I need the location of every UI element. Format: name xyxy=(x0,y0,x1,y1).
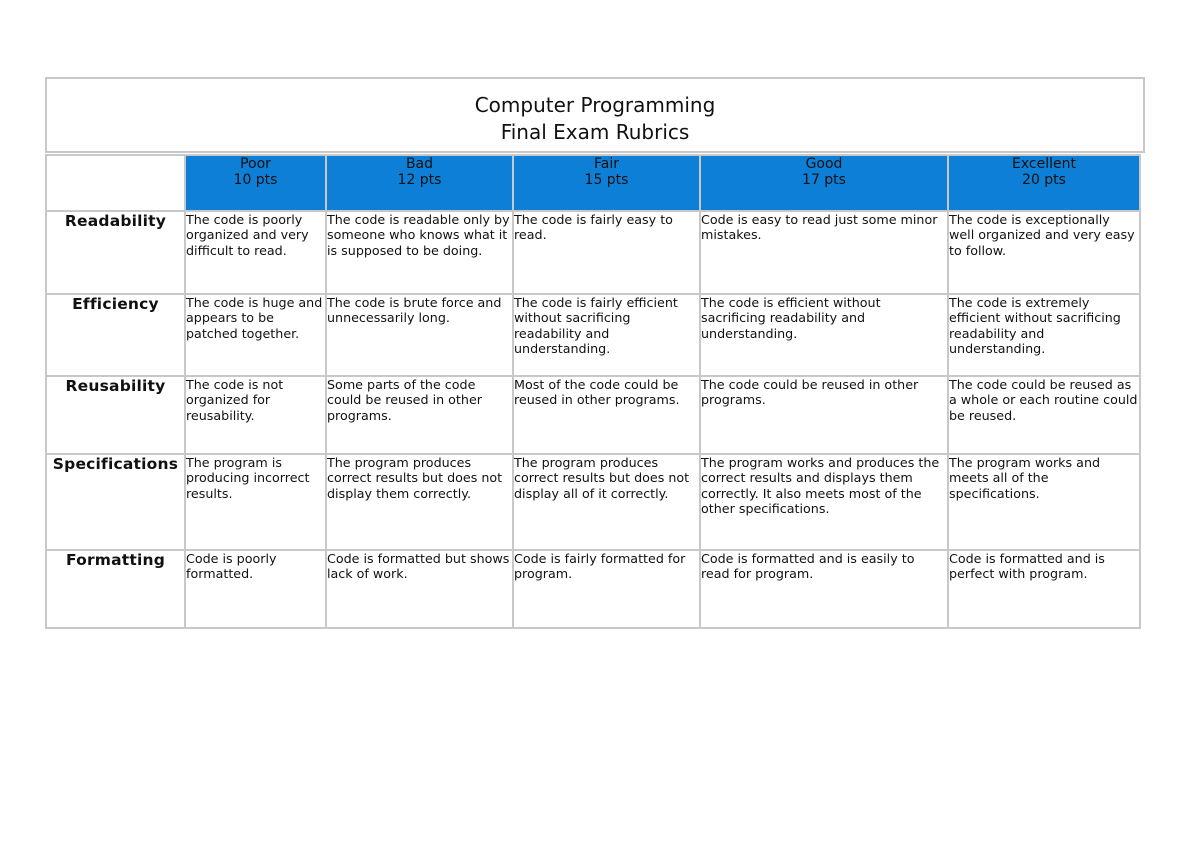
document-subtitle: Final Exam Rubrics xyxy=(500,120,690,144)
rubric-title-box xyxy=(45,77,1145,153)
level-name: Good xyxy=(805,156,843,172)
descriptor-cell: Code is formatted but shows lack of work. xyxy=(326,550,513,628)
descriptor-cell: The program works and meets all of the specifications. xyxy=(948,454,1140,550)
level-name: Bad xyxy=(405,156,434,172)
criterion-row-reusability xyxy=(46,376,1140,454)
descriptor-cell: The code is fairly easy to read. xyxy=(513,211,700,294)
level-points: 12 pts xyxy=(397,172,442,188)
descriptor-cell: The code is efficient without sacrificing readability and understanding. xyxy=(700,294,948,376)
descriptor-cell: The code could be reused as a whole or each routine could be reused. xyxy=(948,376,1140,454)
descriptor-cell: Code is formatted and is perfect with program. xyxy=(948,550,1140,628)
criterion-row-formatting xyxy=(46,550,1140,628)
descriptor-cell: The code is extremely efficient without sacrificing readability and understanding. xyxy=(948,294,1140,376)
descriptor-cell: The code could be reused in other programs. xyxy=(700,376,948,454)
descriptor-cell: The code is poorly organized and very difficult to read. xyxy=(185,211,326,294)
level-points: 15 pts xyxy=(584,172,629,188)
criterion-row-efficiency xyxy=(46,294,1140,376)
document-title: Computer Programming xyxy=(474,93,716,117)
descriptor-cell: Code is formatted and is easily to read for program. xyxy=(700,550,948,628)
level-name: Fair xyxy=(594,156,619,172)
level-name: Excellent xyxy=(1012,156,1076,172)
descriptor-cell: Code is fairly formatted for program. xyxy=(513,550,700,628)
level-header-poor xyxy=(185,155,326,211)
level-points: 17 pts xyxy=(802,172,846,188)
descriptor-cell: The code is fairly efficient without sacrificing readability and understanding. xyxy=(513,294,700,376)
descriptor-cell: The code is readable only by someone who knows what it is supposed to be doing. xyxy=(326,211,513,294)
criterion-name: Specifications xyxy=(46,454,185,550)
descriptor-cell: The code is not organized for reusability. xyxy=(185,376,326,454)
criterion-name: Readability xyxy=(46,211,185,294)
level-header-fair xyxy=(513,155,700,211)
level-name: Poor xyxy=(240,156,271,172)
descriptor-cell: The program works and produces the correct results and displays them correctly. It also meets most of the other specifications. xyxy=(700,454,948,550)
level-points: 20 pts xyxy=(1022,172,1066,188)
descriptor-cell: Code is easy to read just some minor mistakes. xyxy=(700,211,948,294)
header-row xyxy=(46,155,1140,211)
descriptor-cell: The code is brute force and unnecessarily long. xyxy=(326,294,513,376)
level-points: 10 pts xyxy=(233,172,278,188)
corner-cell xyxy=(46,155,185,211)
descriptor-cell: The code is exceptionally well organized and very easy to follow. xyxy=(948,211,1140,294)
descriptor-cell: Most of the code could be reused in other programs. xyxy=(513,376,700,454)
level-header-good xyxy=(700,155,948,211)
rubric-table xyxy=(45,154,1141,629)
descriptor-cell: The code is huge and appears to be patched together. xyxy=(185,294,326,376)
descriptor-cell: The program produces correct results but does not display all of it correctly. xyxy=(513,454,700,550)
descriptor-cell: The program is producing incorrect results. xyxy=(185,454,326,550)
descriptor-cell: The program produces correct results but does not display them correctly. xyxy=(326,454,513,550)
criterion-name: Reusability xyxy=(46,376,185,454)
criterion-row-specifications xyxy=(46,454,1140,550)
criterion-name: Formatting xyxy=(46,550,185,628)
descriptor-cell: Code is poorly formatted. xyxy=(185,550,326,628)
criterion-row-readability xyxy=(46,211,1140,294)
level-header-excellent xyxy=(948,155,1140,211)
level-header-bad xyxy=(326,155,513,211)
criterion-name: Efficiency xyxy=(46,294,185,376)
descriptor-cell: Some parts of the code could be reused in other programs. xyxy=(326,376,513,454)
